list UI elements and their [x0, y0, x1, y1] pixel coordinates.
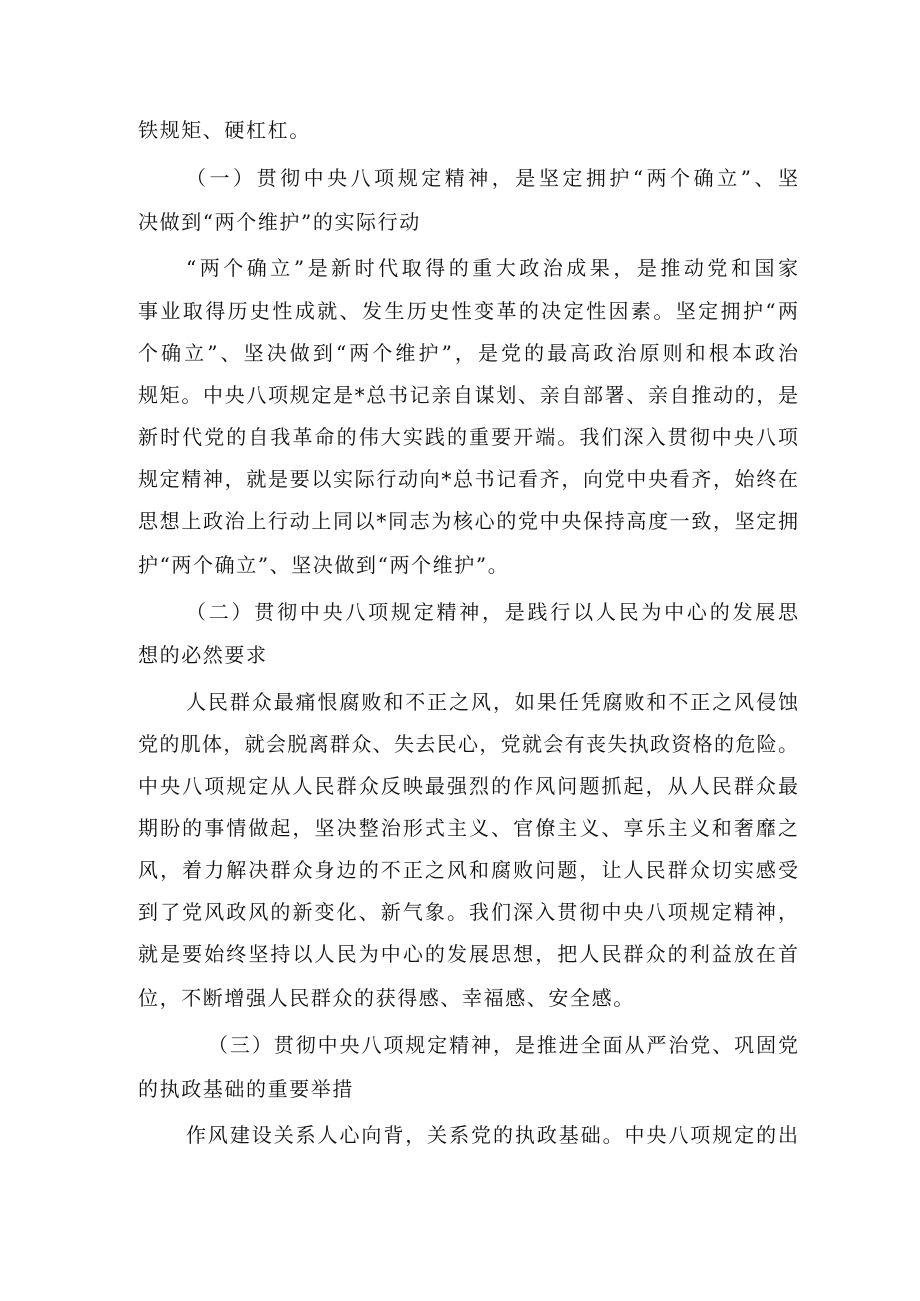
paragraph-line: “两个确立”是新时代取得的重大政治成果，是推动党和国家 [186, 256, 798, 280]
paragraph-line: 就是要始终坚持以人民为中心的发展思想，把人民群众的利益放在首 [138, 942, 798, 966]
paragraph-line: 护“两个确立”、坚决做到“两个维护”。 [138, 553, 510, 577]
paragraph-line: 党的肌体，就会脱离群众、失去民心，党就会有丧失执政资格的危险。 [138, 732, 798, 756]
paragraph-line: 规矩。中央八项规定是*总书记亲自谋划、亲自部署、亲自推动的，是 [138, 383, 798, 407]
paragraph-line: 到了党风政风的新变化、新气象。我们深入贯彻中央八项规定精神， [138, 900, 798, 924]
paragraph-line: 新时代党的自我革命的伟大实践的重要开端。我们深入贯彻中央八项 [138, 425, 798, 449]
paragraph-line: 规定精神，就是要以实际行动向*总书记看齐，向党中央看齐，始终在 [138, 467, 798, 491]
paragraph-line: 铁规矩、硬杠杠。 [138, 118, 311, 142]
paragraph-line: 人民群众最痛恨腐败和不正之风，如果任凭腐败和不正之风侵蚀 [186, 690, 798, 714]
paragraph-line: 位，不断增强人民群众的获得感、幸福感、安全感。 [138, 986, 635, 1010]
paragraph-line: 作风建设关系人心向背，关系党的执政基础。中央八项规定的出 [186, 1123, 798, 1147]
paragraph-line: 中央八项规定从人民群众反映最强烈的作风问题抓起，从人民群众最 [138, 774, 798, 798]
paragraph-line: 个确立”、坚决做到“两个维护”，是党的最高政治原则和根本政治 [138, 341, 798, 365]
section-heading-2-cont: 想的必然要求 [138, 643, 268, 667]
paragraph-line: 事业取得历史性成就、发生历史性变革的决定性因素。坚定拥护“两 [138, 299, 798, 323]
paragraph-line: 思想上政治上行动上同以*同志为核心的党中央保持高度一致，坚定拥 [138, 509, 798, 533]
paragraph-line: 风，着力解决群众身边的不正之风和腐败问题，让人民群众切实感受 [138, 858, 798, 882]
paragraph-line: 期盼的事情做起，坚决整治形式主义、官僚主义、享乐主义和奢靡之 [138, 816, 798, 840]
section-heading-2: （二）贯彻中央八项规定精神，是践行以人民为中心的发展思 [186, 600, 798, 624]
section-heading-1-cont: 决做到“两个维护”的实际行动 [138, 210, 421, 234]
section-heading-3-cont: 的执政基础的重要举措 [138, 1077, 354, 1101]
section-heading-1: （一）贯彻中央八项规定精神，是坚定拥护“两个确立”、坚 [186, 166, 798, 190]
section-heading-3: （三）贯彻中央八项规定精神，是推进全面从严治党、巩固党 [208, 1033, 798, 1057]
